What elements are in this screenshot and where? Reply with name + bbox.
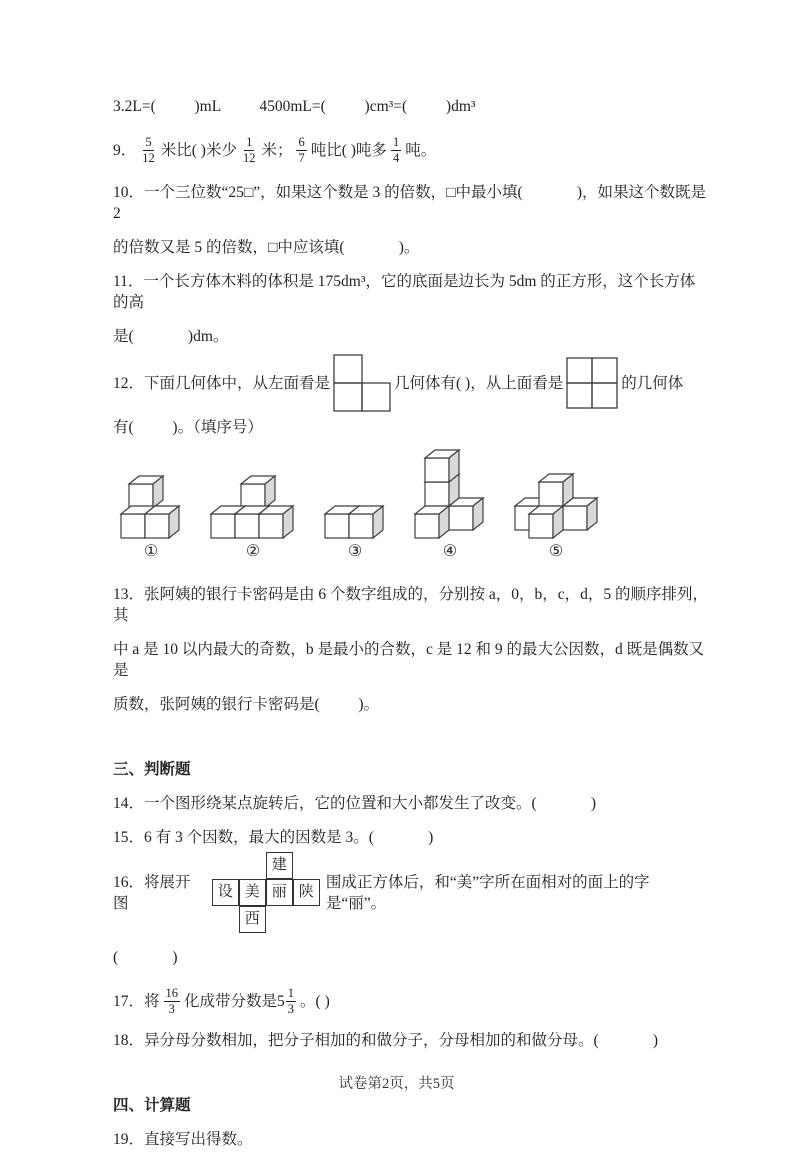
question-9	[113, 130, 709, 170]
net-cell-li: 丽	[266, 879, 293, 906]
cube-figure-3	[323, 504, 387, 560]
question-17	[113, 982, 709, 1020]
net-cell-xi: 西	[239, 906, 266, 933]
fraction-denominator: 3	[168, 1001, 175, 1016]
question-9-text-1: 米比( )米少	[160, 141, 237, 159]
question-17-text-post: 。( )	[300, 992, 330, 1010]
left-view-figure	[332, 353, 392, 413]
mixed-number-whole: 5	[277, 992, 285, 1010]
cube-figure-1-drawing	[119, 471, 183, 540]
fraction-numerator: 6	[298, 134, 305, 149]
fraction-1-12	[241, 135, 258, 166]
fraction-denominator: 7	[298, 150, 305, 165]
figure-label-5: ⑤	[548, 543, 564, 560]
fraction-numerator: 16	[165, 985, 179, 1000]
figure-label-4: ④	[442, 543, 458, 560]
cube-figure-5-drawing	[513, 466, 599, 540]
figure-label-1: ①	[143, 543, 159, 560]
fraction-numerator: 1	[287, 985, 295, 1000]
fraction-1-3	[286, 986, 296, 1017]
cube-figures-row	[119, 448, 599, 560]
question-9-text-3: 吨比( )吨多	[310, 141, 387, 159]
question-12-text-1: 12．下面几何体中，从左面看是	[113, 374, 331, 392]
fraction-1-4	[391, 135, 401, 166]
section-calc-title: 四、计算题	[113, 1097, 191, 1114]
question-16-line-2: ( )	[113, 949, 178, 966]
question-12-line-2: 有( )。（填序号）	[113, 419, 263, 436]
page-content	[113, 96, 709, 1163]
fraction-numerator: 1	[246, 134, 253, 149]
question-18: 18．异分母分数相加，把分子相加的和做分子，分母相加的和做分母。( )	[113, 1032, 659, 1049]
question-13-line-3: 质数，张阿姨的银行卡密码是( )。	[113, 696, 380, 713]
cube-figure-2-drawing	[209, 471, 297, 540]
question-16-line-1	[113, 852, 709, 933]
question-16-text-post: 围成正方体后，和“美”字所在面相对的面上的字是“丽”。	[325, 873, 650, 912]
net-cell-jian: 建	[266, 852, 293, 879]
top-view-figure	[565, 356, 619, 410]
question-12-line-1	[113, 353, 709, 413]
fraction-16-3	[164, 986, 181, 1017]
cube-figure-3-drawing	[323, 504, 387, 540]
question-9-text-4: 吨。	[405, 141, 437, 159]
fraction-denominator: 12	[242, 150, 256, 165]
question-17-text-pre: 17．将	[113, 992, 160, 1010]
net-cell-she: 设	[212, 879, 239, 906]
fraction-numerator: 1	[392, 134, 400, 149]
question-8-line: 3.2L=( )mL 4500mL=( )cm³=( )dm³	[113, 98, 476, 115]
question-13-line-1: 13．张阿姨的银行卡密码是由 6 个数字组成的，分别按 a，0，b，c，d，5 的顺序排列，其	[113, 586, 709, 624]
question-15: 15．6 有 3 个因数，最大的因数是 3。( )	[113, 829, 434, 846]
question-10-line-1: 10．一个三位数“25□”，如果这个数是 3 的倍数，□中最小填( )，如果这个数既是 2	[113, 184, 710, 222]
cube-figure-4-drawing	[413, 448, 487, 540]
question-17-text-mid: 化成带分数是	[184, 992, 278, 1010]
net-cell-mei: 美	[239, 879, 266, 906]
figure-label-3: ③	[347, 543, 363, 560]
section-judge-title: 三、判断题	[113, 761, 191, 778]
question-13-line-2: 中 a 是 10 以内最大的奇数，b 是最小的合数，c 是 12 和 9 的最大公因数，d 既是偶数又是	[113, 641, 705, 679]
question-16-text-pre: 16．将展开图	[113, 873, 191, 912]
question-11-line-2: 是( )dm。	[113, 328, 229, 345]
page-footer: 试卷第2页，共5页	[338, 1076, 455, 1092]
question-14: 14．一个图形绕某点旋转后，它的位置和大小都发生了改变。( )	[113, 795, 597, 812]
fraction-denominator: 12	[142, 150, 155, 165]
fraction-denominator: 4	[392, 150, 400, 165]
question-9-number: 9．	[113, 141, 137, 159]
net-cell-shan: 陕	[293, 879, 320, 906]
cube-figure-4	[413, 448, 487, 560]
question-11-line-1: 11．一个长方体木料的体积是 175dm³，它的底面是边长为 5dm 的正方形，这个长方体的高	[113, 273, 696, 311]
cube-net	[212, 852, 320, 933]
question-12-text-2: 几何体有( )，从上面看是	[394, 374, 564, 392]
question-10-line-2: 的倍数又是 5 的倍数，□中应该填( )。	[113, 239, 420, 256]
question-19: 19．直接写出得数。	[113, 1131, 253, 1148]
question-9-text-2: 米；	[261, 141, 293, 159]
figure-label-2: ②	[245, 543, 261, 560]
fraction-denominator: 3	[287, 1001, 295, 1016]
fraction-6-7	[296, 135, 306, 166]
cube-figure-5	[513, 466, 599, 560]
cube-figure-1	[119, 471, 183, 560]
fraction-5-12	[140, 135, 157, 166]
fraction-numerator: 5	[145, 134, 152, 149]
cube-figure-2	[209, 471, 297, 560]
question-12-text-3: 的几何体	[621, 374, 684, 392]
